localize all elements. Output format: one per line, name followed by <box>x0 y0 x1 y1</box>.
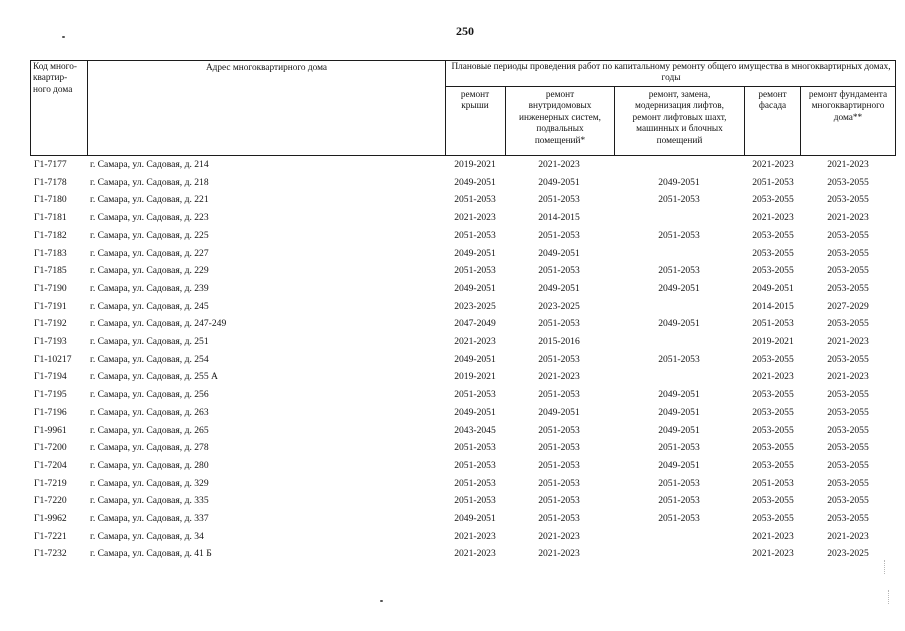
row-roof-period: 2051-2053 <box>454 477 496 489</box>
row-facade-period: 2021-2023 <box>752 548 794 560</box>
row-address: г. Самара, ул. Садовая, д. 337 <box>90 513 209 524</box>
row-address: г. Самара, ул. Садовая, д. 227 <box>90 247 209 259</box>
row-address: г. Самара, ул. Садовая, д. 280 <box>90 459 209 471</box>
row-roof-period: 2021-2023 <box>454 336 496 347</box>
row-roof-period: 2019-2021 <box>454 371 496 383</box>
row-facade-period: 2053-2055 <box>752 406 794 418</box>
row-facade-period: 2053-2055 <box>752 353 794 365</box>
row-roof-period: 2051-2053 <box>454 265 496 277</box>
row-systems-period: 2021-2023 <box>538 530 580 542</box>
row-roof-period: 2023-2025 <box>454 300 496 312</box>
row-code: Г1-7181 <box>34 212 67 224</box>
row-lifts-period: 2051-2053 <box>658 442 700 454</box>
row-systems-period: 2051-2053 <box>538 353 580 365</box>
table-row <box>0 386 905 404</box>
row-address: г. Самара, ул. Садовая, д. 247-249 <box>90 318 227 330</box>
row-facade-period: 2021-2023 <box>752 212 794 224</box>
row-code: Г1-7191 <box>34 300 67 312</box>
row-code: Г1-7177 <box>34 159 67 170</box>
table-row <box>0 227 905 245</box>
row-code: Г1-7204 <box>34 459 67 471</box>
header-facade: ремонт фасада <box>758 90 787 112</box>
row-foundation-period: 2021-2023 <box>827 530 869 542</box>
row-foundation-period: 2053-2055 <box>827 247 869 259</box>
row-code: Г1-7192 <box>34 318 67 330</box>
row-facade-period: 2053-2055 <box>752 424 794 436</box>
row-foundation-period: 2053-2055 <box>827 424 869 436</box>
row-lifts-period: 2051-2053 <box>658 265 700 277</box>
row-facade-period: 2053-2055 <box>752 389 794 401</box>
row-code: Г1-7220 <box>34 495 67 507</box>
row-systems-period: 2021-2023 <box>538 371 580 383</box>
row-code: Г1-7180 <box>34 194 67 206</box>
row-address: г. Самара, ул. Садовая, д. 214 <box>90 159 209 170</box>
row-foundation-period: 2053-2055 <box>827 176 869 188</box>
row-roof-period: 2051-2053 <box>454 229 496 241</box>
table-row <box>0 333 905 351</box>
table-row <box>0 315 905 333</box>
row-lifts-period: 2051-2053 <box>658 229 700 241</box>
row-code: Г1-7195 <box>34 389 67 401</box>
row-systems-period: 2015-2016 <box>538 336 580 347</box>
row-facade-period: 2053-2055 <box>752 265 794 277</box>
row-address: г. Самара, ул. Садовая, д. 245 <box>90 300 209 312</box>
row-lifts-period: 2049-2051 <box>658 424 700 436</box>
row-code: Г1-7219 <box>34 477 67 489</box>
row-lifts-period: 2049-2051 <box>658 389 700 401</box>
row-address: г. Самара, ул. Садовая, д. 225 <box>90 229 209 241</box>
table-row <box>0 528 905 546</box>
row-lifts-period: 2051-2053 <box>658 477 700 489</box>
header-code: Код много- квартир- ного дома <box>33 62 78 95</box>
row-foundation-period: 2021-2023 <box>827 336 869 347</box>
header-lifts: ремонт, замена, модернизация лифтов, ремонт лифтовых шахт, машинных и блочных помещений <box>632 90 727 146</box>
row-code: Г1-7194 <box>34 371 67 383</box>
row-roof-period: 2049-2051 <box>454 406 496 418</box>
row-code: Г1-7185 <box>34 265 67 277</box>
row-roof-period: 2021-2023 <box>454 548 496 560</box>
row-address: г. Самара, ул. Садовая, д. 34 <box>90 530 204 542</box>
row-lifts-period: 2049-2051 <box>658 282 700 294</box>
row-roof-period: 2051-2053 <box>454 442 496 454</box>
row-address: г. Самара, ул. Садовая, д. 221 <box>90 194 209 206</box>
row-systems-period: 2051-2053 <box>538 513 580 524</box>
row-systems-period: 2051-2053 <box>538 265 580 277</box>
row-systems-period: 2051-2053 <box>538 318 580 330</box>
row-code: Г1-7196 <box>34 406 67 418</box>
row-facade-period: 2053-2055 <box>752 513 794 524</box>
table-row <box>0 422 905 440</box>
row-foundation-period: 2053-2055 <box>827 282 869 294</box>
row-systems-period: 2049-2051 <box>538 406 580 418</box>
row-address: г. Самара, ул. Садовая, д. 256 <box>90 389 209 401</box>
row-foundation-period: 2053-2055 <box>827 229 869 241</box>
row-address: г. Самара, ул. Садовая, д. 278 <box>90 442 209 454</box>
table-row <box>0 457 905 475</box>
row-systems-period: 2049-2051 <box>538 176 580 188</box>
row-lifts-period: 2051-2053 <box>658 513 700 524</box>
row-code: Г1-9962 <box>34 513 67 524</box>
header-systems: ремонт внутридомовых инженерных систем, подвальных помещений* <box>519 90 601 146</box>
header-periods: Плановые периоды проведения работ по капитальному ремонту общего имущества в многоквартирных домах, годы <box>451 62 891 84</box>
row-foundation-period: 2021-2023 <box>827 212 869 224</box>
row-roof-period: 2047-2049 <box>454 318 496 330</box>
row-code: Г1-7178 <box>34 176 67 188</box>
row-foundation-period: 2027-2029 <box>827 300 869 312</box>
row-facade-period: 2021-2023 <box>752 159 794 170</box>
row-systems-period: 2014-2015 <box>538 212 580 224</box>
row-roof-period: 2049-2051 <box>454 282 496 294</box>
row-lifts-period: 2049-2051 <box>658 406 700 418</box>
row-address: г. Самара, ул. Садовая, д. 263 <box>90 406 209 418</box>
row-facade-period: 2053-2055 <box>752 247 794 259</box>
row-address: г. Самара, ул. Садовая, д. 229 <box>90 265 209 277</box>
row-foundation-period: 2053-2055 <box>827 513 869 524</box>
row-address: г. Самара, ул. Садовая, д. 41 Б <box>90 548 212 560</box>
row-facade-period: 2053-2055 <box>752 229 794 241</box>
row-roof-period: 2049-2051 <box>454 247 496 259</box>
row-code: Г1-7232 <box>34 548 67 560</box>
row-facade-period: 2051-2053 <box>752 318 794 330</box>
table-row <box>0 156 905 174</box>
row-foundation-period: 2053-2055 <box>827 406 869 418</box>
row-roof-period: 2021-2023 <box>454 530 496 542</box>
row-facade-period: 2014-2015 <box>752 300 794 312</box>
row-address: г. Самара, ул. Садовая, д. 329 <box>90 477 209 489</box>
table-row <box>0 492 905 510</box>
header-roof: ремонт крыши <box>460 90 490 112</box>
row-systems-period: 2023-2025 <box>538 300 580 312</box>
row-systems-period: 2051-2053 <box>538 495 580 507</box>
row-facade-period: 2053-2055 <box>752 495 794 507</box>
table-row <box>0 475 905 493</box>
row-roof-period: 2051-2053 <box>454 495 496 507</box>
table-row <box>0 191 905 209</box>
table-row <box>0 174 905 192</box>
row-facade-period: 2053-2055 <box>752 459 794 471</box>
row-systems-period: 2049-2051 <box>538 247 580 259</box>
row-foundation-period: 2053-2055 <box>827 389 869 401</box>
row-foundation-period: 2053-2055 <box>827 442 869 454</box>
row-facade-period: 2053-2055 <box>752 442 794 454</box>
row-systems-period: 2051-2053 <box>538 442 580 454</box>
row-roof-period: 2019-2021 <box>454 159 496 170</box>
row-lifts-period: 2049-2051 <box>658 176 700 188</box>
row-address: г. Самара, ул. Садовая, д. 335 <box>90 495 209 507</box>
row-facade-period: 2049-2051 <box>752 282 794 294</box>
row-facade-period: 2021-2023 <box>752 530 794 542</box>
row-systems-period: 2051-2053 <box>538 459 580 471</box>
row-systems-period: 2051-2053 <box>538 424 580 436</box>
row-code: Г1-7183 <box>34 247 67 259</box>
row-foundation-period: 2021-2023 <box>827 371 869 383</box>
table-row <box>0 209 905 227</box>
row-code: Г1-7190 <box>34 282 67 294</box>
header-foundation: ремонт фундамента многоквартирного дома** <box>808 90 888 123</box>
row-foundation-period: 2053-2055 <box>827 318 869 330</box>
row-facade-period: 2051-2053 <box>752 176 794 188</box>
row-foundation-period: 2053-2055 <box>827 265 869 277</box>
row-roof-period: 2051-2053 <box>454 194 496 206</box>
row-facade-period: 2051-2053 <box>752 477 794 489</box>
row-foundation-period: 2021-2023 <box>827 159 869 170</box>
row-roof-period: 2051-2053 <box>454 389 496 401</box>
row-roof-period: 2021-2023 <box>454 212 496 224</box>
page-number: 250 <box>456 24 474 38</box>
row-roof-period: 2049-2051 <box>454 176 496 188</box>
row-facade-period: 2053-2055 <box>752 194 794 206</box>
row-foundation-period: 2053-2055 <box>827 477 869 489</box>
row-roof-period: 2049-2051 <box>454 353 496 365</box>
row-facade-period: 2021-2023 <box>752 371 794 383</box>
row-lifts-period: 2049-2051 <box>658 459 700 471</box>
row-address: г. Самара, ул. Садовая, д. 239 <box>90 282 209 294</box>
row-systems-period: 2051-2053 <box>538 229 580 241</box>
table-row <box>0 351 905 369</box>
row-foundation-period: 2053-2055 <box>827 353 869 365</box>
row-systems-period: 2051-2053 <box>538 477 580 489</box>
row-systems-period: 2049-2051 <box>538 282 580 294</box>
row-lifts-period: 2051-2053 <box>658 495 700 507</box>
row-code: Г1-7193 <box>34 336 67 347</box>
row-code: Г1-7182 <box>34 229 67 241</box>
row-facade-period: 2019-2021 <box>752 336 794 347</box>
table-row <box>0 298 905 316</box>
row-foundation-period: 2023-2025 <box>827 548 869 560</box>
header-address: Адрес многоквартирного дома <box>205 63 328 73</box>
table-row <box>0 280 905 298</box>
table-row <box>0 510 905 528</box>
row-systems-period: 2021-2023 <box>538 548 580 560</box>
row-roof-period: 2043-2045 <box>454 424 496 436</box>
row-address: г. Самара, ул. Садовая, д. 265 <box>90 424 209 436</box>
row-address: г. Самара, ул. Садовая, д. 223 <box>90 212 209 224</box>
row-code: Г1-7221 <box>34 530 67 542</box>
row-address: г. Самара, ул. Садовая, д. 254 <box>90 353 209 365</box>
table-row <box>0 545 905 563</box>
row-lifts-period: 2051-2053 <box>658 353 700 365</box>
row-foundation-period: 2053-2055 <box>827 459 869 471</box>
table-row <box>0 262 905 280</box>
row-foundation-period: 2053-2055 <box>827 495 869 507</box>
row-address: г. Самара, ул. Садовая, д. 251 <box>90 336 209 347</box>
row-systems-period: 2021-2023 <box>538 159 580 170</box>
row-address: г. Самара, ул. Садовая, д. 218 <box>90 176 209 188</box>
table-row <box>0 439 905 457</box>
row-address: г. Самара, ул. Садовая, д. 255 А <box>90 371 218 383</box>
row-code: Г1-10217 <box>34 353 72 365</box>
row-lifts-period: 2049-2051 <box>658 318 700 330</box>
row-systems-period: 2051-2053 <box>538 194 580 206</box>
row-code: Г1-9961 <box>34 424 67 436</box>
row-roof-period: 2049-2051 <box>454 513 496 524</box>
table-row <box>0 368 905 386</box>
row-lifts-period: 2051-2053 <box>658 194 700 206</box>
table-row <box>0 245 905 263</box>
row-foundation-period: 2053-2055 <box>827 194 869 206</box>
table-row <box>0 404 905 422</box>
row-code: Г1-7200 <box>34 442 67 454</box>
row-roof-period: 2051-2053 <box>454 459 496 471</box>
row-systems-period: 2051-2053 <box>538 389 580 401</box>
